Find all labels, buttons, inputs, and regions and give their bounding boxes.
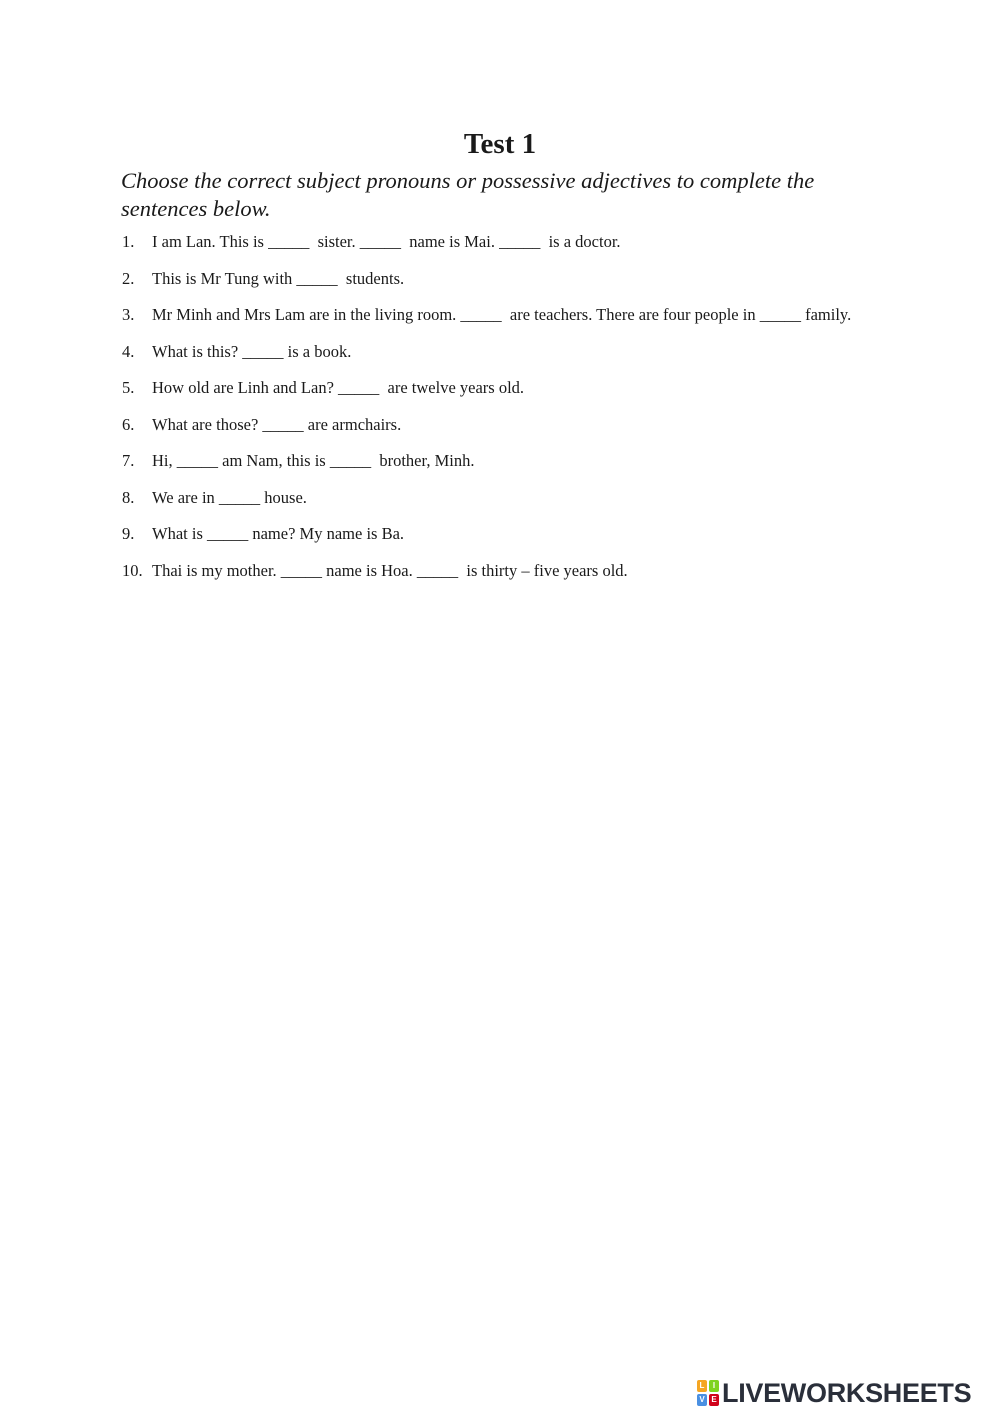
- question-text: What are those? _____ are armchairs.: [152, 414, 402, 434]
- question-text: This is Mr Tung with _____ students.: [152, 268, 405, 288]
- question-number: 5.: [122, 378, 135, 397]
- question-number: 9.: [122, 524, 135, 543]
- question-text: What is this? _____ is a book.: [152, 341, 352, 361]
- question-number: 4.: [122, 341, 135, 361]
- question-text: Mr Minh and Mrs Lam are in the living room. _____ are teachers. There are four people in _____ family.: [152, 305, 852, 324]
- question-number: 2.: [122, 268, 135, 288]
- question-item-3: [121, 300, 861, 330]
- question-text: How old are Linh and Lan? _____ are twelve years old.: [152, 378, 525, 397]
- liveworksheets-logo-icon: [697, 1380, 719, 1406]
- question-text: Hi, _____ am Nam, this is _____ brother, Minh.: [152, 451, 475, 470]
- question-number: 1.: [122, 232, 135, 251]
- logo-tile: E: [709, 1394, 719, 1406]
- question-item-4: [121, 337, 861, 367]
- question-number: 6.: [122, 414, 135, 434]
- question-number: 10.: [122, 560, 143, 580]
- question-item-6: [121, 410, 861, 440]
- logo-tile: L: [697, 1380, 707, 1392]
- question-item-2: [121, 264, 861, 294]
- question-item-5: [121, 373, 861, 403]
- watermark: [697, 1376, 971, 1410]
- question-number: 8.: [122, 487, 135, 507]
- logo-tile: V: [697, 1394, 707, 1406]
- question-number: 7.: [122, 451, 135, 470]
- instructions: Choose the correct subject pronouns or possessive adjectives to complete the sentences below.: [121, 168, 815, 221]
- question-item-9: [121, 519, 861, 549]
- question-text: We are in _____ house.: [152, 487, 307, 507]
- question-item-1: [121, 227, 861, 257]
- watermark-text: LIVEWORKSHEETS: [722, 1378, 972, 1408]
- question-item-10: [121, 556, 861, 586]
- question-text: Thai is my mother. _____ name is Hoa. _____ is thirty – five years old.: [152, 560, 628, 580]
- question-list: [121, 227, 861, 592]
- logo-tile: I: [709, 1380, 719, 1392]
- question-text: I am Lan. This is _____ sister. _____ name is Mai. _____ is a doctor.: [152, 232, 621, 251]
- question-text: What is _____ name? My name is Ba.: [152, 524, 405, 543]
- question-item-7: [121, 446, 861, 476]
- page-title: Test 1: [463, 128, 537, 160]
- question-item-8: [121, 483, 861, 513]
- question-number: 3.: [122, 305, 135, 324]
